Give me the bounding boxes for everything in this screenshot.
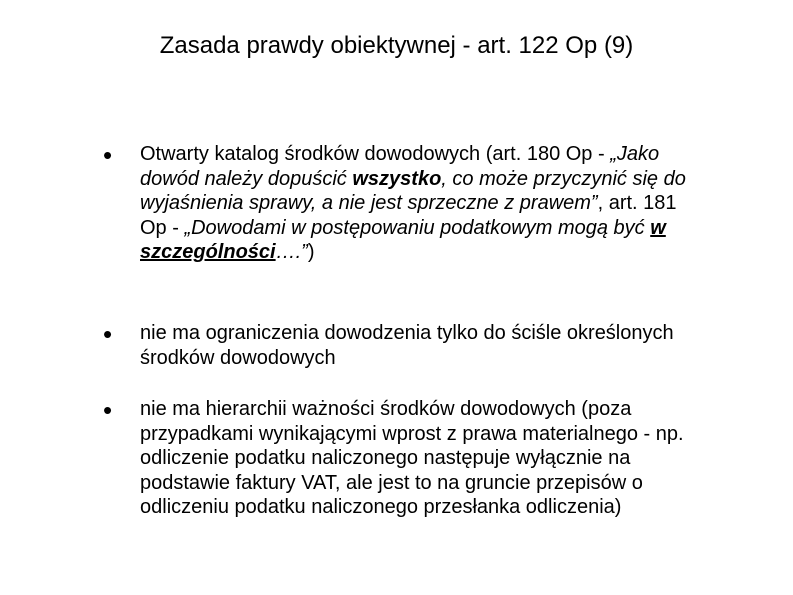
bullet-text: [140, 142, 700, 265]
slide-title: Zasada prawdy obiektywnej - art. 122 Op (9): [159, 32, 634, 59]
italic-segment: , co może przyczynić się do wyjaśnienia sprawy, a nie jest sprzeczne z prawem”: [140, 167, 686, 214]
bullet-dot-icon: •: [103, 395, 113, 425]
text-segment: , art. 181 Op -: [140, 192, 677, 239]
bold-italic-underline-segment: w szczególności: [140, 216, 666, 263]
bold-italic-segment: wszystko: [352, 167, 442, 190]
bullet-dot-icon: •: [103, 319, 113, 349]
text-segment: Otwarty katalog środków dowodowych (art. 180 Op -: [140, 143, 611, 165]
text-segment: nie ma hierarchii ważności środków dowodowych (poza przypadkami wynikającymi wprost z prawa materialnego - np. odliczenie podatku naliczonego następuje wyłącznie na podstawie faktury VAT, ale jest to na gruncie przepisów o odliczeniu podatku naliczonego przesłanka odliczenia): [140, 398, 684, 518]
bullet-dot-icon: •: [103, 140, 113, 170]
italic-segment: „Dowodami w postępowaniu podatkowym mogą być: [184, 216, 651, 239]
text-segment: nie ma ograniczenia dowodzenia tylko do ściśle określonych środków dowodowych: [140, 322, 674, 369]
italic-segment: ….”: [275, 241, 308, 263]
bullet-text: [140, 321, 700, 370]
text-segment: ): [307, 241, 315, 263]
italic-segment: „Jako dowód należy dopuścić: [140, 143, 660, 190]
bullet-text: [140, 397, 700, 520]
